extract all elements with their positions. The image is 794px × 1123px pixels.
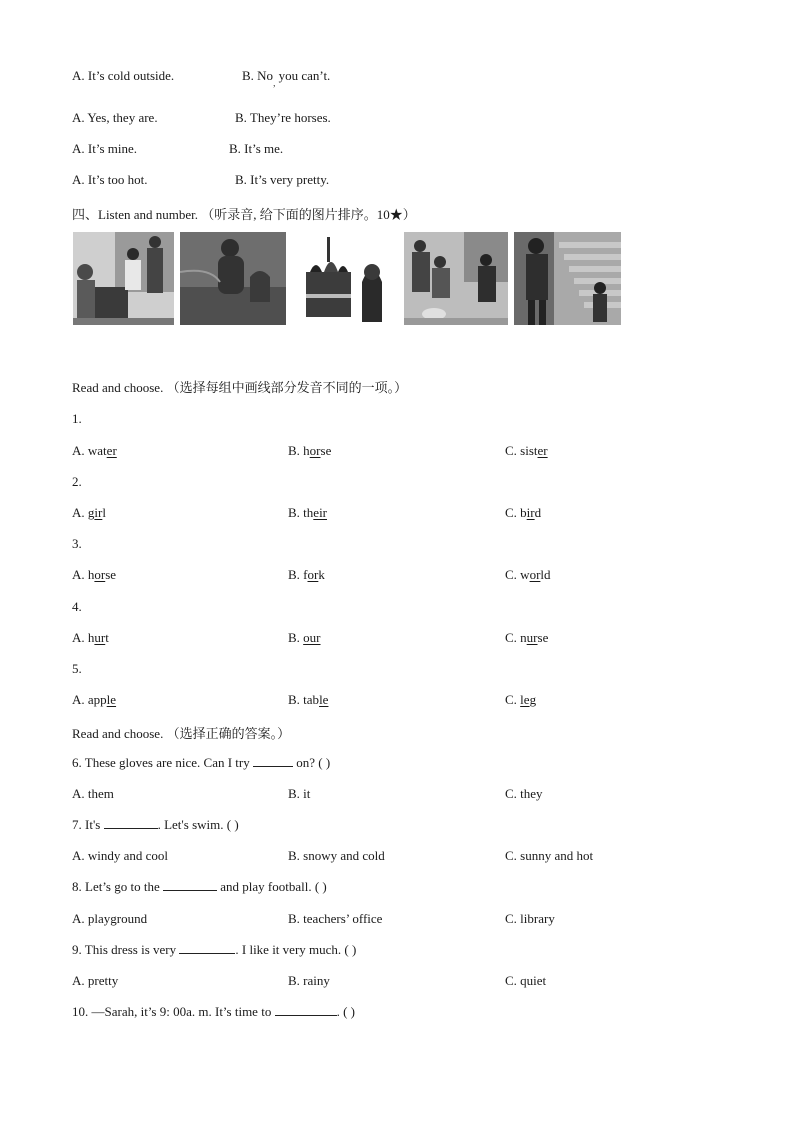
question-9: 9. This dress is very . I like it very much. ( ) (72, 942, 357, 957)
option-a: A. It’s mine. (72, 141, 137, 156)
option-b: B. It’s me. (229, 141, 284, 156)
listen-item-2 (72, 68, 331, 88)
listen-item-3 (72, 110, 331, 126)
option-b: B. $No_,$ you can’t. (242, 68, 331, 88)
answer-blank[interactable] (275, 1004, 337, 1016)
picture-5 (514, 232, 621, 325)
listen-item-5 (72, 172, 330, 188)
option-a: A. It’s too hot. (72, 172, 148, 187)
mc-title: Read and choose. （选择正确的答案。） (72, 726, 291, 741)
option-a: A. pretty (72, 973, 119, 988)
option-a: A. horse (72, 567, 117, 582)
option-a: A. hurt (72, 630, 109, 645)
option-a: A. water (72, 443, 117, 458)
option-b: B. It’s very pretty. (235, 172, 330, 187)
option-c: C. sister (505, 443, 548, 458)
option-b: B. table (288, 692, 329, 707)
option-b: B. our (288, 630, 321, 645)
phonics-number-1: 1. (72, 411, 82, 426)
option-a: A. girl (72, 505, 106, 520)
option-c: C. world (505, 567, 551, 582)
option-c: C. quiet (505, 973, 547, 988)
picture-strip (73, 232, 621, 326)
option-a: A. playground (72, 911, 148, 926)
option-a: A. Yes, they are. (72, 110, 158, 125)
phonics-title: Read and choose. （选择每组中画线部分发音不同的一项。） (72, 380, 408, 395)
options-7 (72, 848, 594, 864)
options-8 (72, 911, 555, 927)
phonics-number-4: 4. (72, 599, 82, 614)
answer-blank[interactable] (253, 755, 293, 767)
question-10: 10. —Sarah, it’s 9: 00a. m. It’s time to . ( ) (72, 1004, 355, 1019)
option-c: C. leg (505, 692, 537, 707)
option-b: B. teachers’ office (288, 911, 383, 926)
phonics-number-3: 3. (72, 536, 82, 551)
phonics-row-2 (72, 505, 542, 521)
option-a: A. windy and cool (72, 848, 169, 863)
option-c: C. nurse (505, 630, 549, 645)
options-9 (72, 973, 547, 989)
option-c: C. library (505, 911, 555, 926)
question-8: 8. Let’s go to the and play football. ( ) (72, 879, 327, 894)
answer-blank[interactable] (179, 942, 235, 954)
picture-4 (404, 232, 508, 325)
phonics-row-4 (72, 630, 549, 646)
option-a: A. apple (72, 692, 117, 707)
option-b: B. snowy and cold (288, 848, 385, 863)
options-6 (72, 786, 543, 802)
option-c: C. they (505, 786, 543, 801)
phonics-row-5 (72, 692, 537, 708)
section4-title: 四、Listen and number. （听录音, 给下面的图片排序。10★） (72, 207, 416, 222)
option-b: B. their (288, 505, 328, 520)
listen-item-4 (72, 141, 284, 157)
option-c: C. sunny and hot (505, 848, 594, 863)
picture-1 (73, 232, 174, 325)
picture-2 (180, 232, 286, 325)
picture-3 (292, 232, 398, 325)
answer-blank[interactable] (163, 879, 217, 891)
option-b: B. rainy (288, 973, 330, 988)
option-a: A. them (72, 786, 114, 801)
phonics-row-1 (72, 443, 548, 459)
option-b: B. it (288, 786, 311, 801)
phonics-number-5: 5. (72, 661, 82, 676)
option-b: B. fork (288, 567, 325, 582)
phonics-number-2: 2. (72, 474, 82, 489)
option-a: A. It’s cold outside. (72, 68, 175, 83)
phonics-row-3 (72, 567, 551, 583)
answer-blank[interactable] (104, 817, 158, 829)
question-7: 7. It's . Let's swim. ( ) (72, 817, 239, 832)
question-6: 6. These gloves are nice. Can I try on? ( ) (72, 755, 331, 770)
option-b: B. horse (288, 443, 332, 458)
option-c: C. bird (505, 505, 542, 520)
option-b: B. They’re horses. (235, 110, 331, 125)
